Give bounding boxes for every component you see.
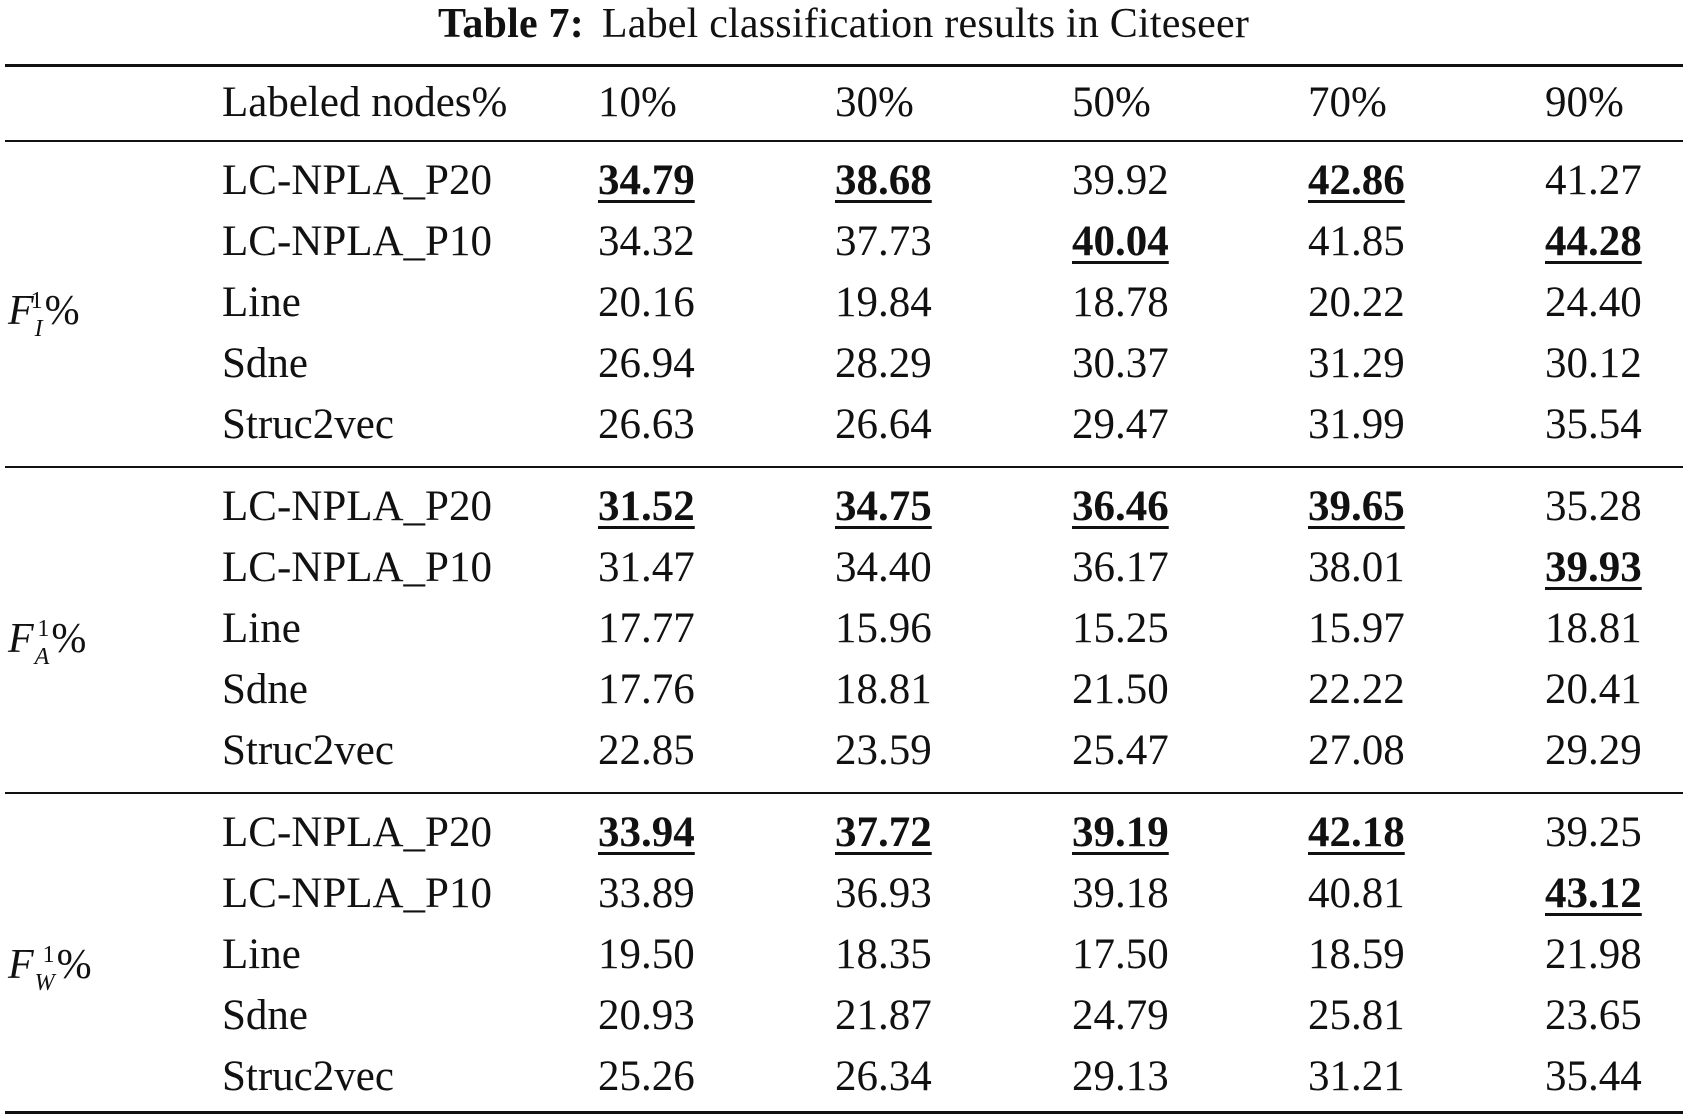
value-cell: 34.75 [835, 483, 932, 530]
value-cell: 26.64 [835, 401, 932, 448]
value-cell: 31.47 [598, 544, 695, 591]
value-cell: 36.17 [1072, 544, 1169, 591]
value-cell: 40.81 [1308, 870, 1405, 917]
value-cell: 42.18 [1308, 809, 1405, 856]
value-cell: 34.79 [598, 157, 695, 204]
header-col-3: 70% [1308, 79, 1387, 126]
value-cell: 41.27 [1545, 157, 1642, 204]
value-cell: 18.81 [1545, 605, 1642, 652]
group-rule-1 [5, 466, 1683, 468]
header-col-2: 50% [1072, 79, 1151, 126]
value-cell: 18.35 [835, 931, 932, 978]
value-cell: 26.94 [598, 340, 695, 387]
metric-percent: % [51, 616, 87, 662]
value-cell: 43.12 [1545, 870, 1642, 917]
value-cell: 21.98 [1545, 931, 1642, 978]
method-name: Line [222, 605, 301, 652]
value-cell: 17.76 [598, 666, 695, 713]
value-cell: 22.22 [1308, 666, 1405, 713]
group-rule-2 [5, 792, 1683, 794]
value-cell: 19.84 [835, 279, 932, 326]
value-cell: 34.32 [598, 218, 695, 265]
value-cell: 39.18 [1072, 870, 1169, 917]
value-cell: 36.93 [835, 870, 932, 917]
metric-base: F [8, 942, 34, 988]
value-cell: 24.40 [1545, 279, 1642, 326]
value-cell: 20.22 [1308, 279, 1405, 326]
header-rule [5, 140, 1683, 142]
caption-text: Label classification results in Citeseer [601, 1, 1250, 47]
value-cell: 26.63 [598, 401, 695, 448]
value-cell: 30.12 [1545, 340, 1642, 387]
metric-subscript: I [34, 316, 43, 342]
metric-subscript: W [34, 970, 55, 996]
value-cell: 35.54 [1545, 401, 1642, 448]
value-cell: 15.96 [835, 605, 932, 652]
metric-superscript: 1 [37, 616, 50, 642]
value-cell: 31.29 [1308, 340, 1405, 387]
value-cell: 29.47 [1072, 401, 1169, 448]
metric-percent: % [44, 288, 80, 334]
method-name: Struc2vec [222, 727, 394, 774]
value-cell: 20.93 [598, 992, 695, 1039]
method-name: LC-NPLA_P10 [222, 218, 492, 265]
table-caption [0, 0, 1687, 48]
value-cell: 19.50 [598, 931, 695, 978]
value-cell: 31.21 [1308, 1053, 1405, 1100]
metric-superscript: 1 [30, 288, 43, 314]
value-cell: 39.92 [1072, 157, 1169, 204]
metric-label [8, 924, 92, 996]
value-cell: 41.85 [1308, 218, 1405, 265]
metric-base: F [8, 616, 34, 662]
value-cell: 27.08 [1308, 727, 1405, 774]
value-cell: 38.01 [1308, 544, 1405, 591]
value-cell: 29.13 [1072, 1053, 1169, 1100]
value-cell: 33.94 [598, 809, 695, 856]
metric-percent: % [56, 942, 92, 988]
method-name: LC-NPLA_P20 [222, 483, 492, 530]
method-name: Sdne [222, 340, 308, 387]
value-cell: 42.86 [1308, 157, 1405, 204]
metric-subscript: A [34, 644, 50, 670]
method-name: LC-NPLA_P10 [222, 544, 492, 591]
header-col-4: 90% [1545, 79, 1624, 126]
value-cell: 21.50 [1072, 666, 1169, 713]
caption-label: Table 7: [437, 1, 584, 47]
value-cell: 18.78 [1072, 279, 1169, 326]
value-cell: 39.19 [1072, 809, 1169, 856]
value-cell: 18.81 [835, 666, 932, 713]
value-cell: 36.46 [1072, 483, 1169, 530]
value-cell: 44.28 [1545, 218, 1642, 265]
metric-superscript: 1 [42, 942, 55, 968]
value-cell: 30.37 [1072, 340, 1169, 387]
method-name: LC-NPLA_P20 [222, 157, 492, 204]
value-cell: 39.93 [1545, 544, 1642, 591]
value-cell: 26.34 [835, 1053, 932, 1100]
value-cell: 28.29 [835, 340, 932, 387]
value-cell: 31.52 [598, 483, 695, 530]
value-cell: 25.81 [1308, 992, 1405, 1039]
value-cell: 34.40 [835, 544, 932, 591]
top-rule [5, 64, 1683, 67]
metric-base: F [8, 288, 34, 334]
value-cell: 17.50 [1072, 931, 1169, 978]
header-col-0: 10% [598, 79, 677, 126]
value-cell: 18.59 [1308, 931, 1405, 978]
method-name: Struc2vec [222, 401, 394, 448]
value-cell: 40.04 [1072, 218, 1169, 265]
method-name: LC-NPLA_P20 [222, 809, 492, 856]
metric-label [8, 598, 87, 670]
value-cell: 17.77 [598, 605, 695, 652]
value-cell: 23.59 [835, 727, 932, 774]
metric-label [8, 270, 80, 342]
value-cell: 31.99 [1308, 401, 1405, 448]
value-cell: 15.25 [1072, 605, 1169, 652]
method-name: Line [222, 279, 301, 326]
value-cell: 15.97 [1308, 605, 1405, 652]
value-cell: 37.73 [835, 218, 932, 265]
value-cell: 33.89 [598, 870, 695, 917]
header-labeled-nodes: Labeled nodes% [222, 79, 508, 126]
value-cell: 23.65 [1545, 992, 1642, 1039]
header-col-1: 30% [835, 79, 914, 126]
value-cell: 20.41 [1545, 666, 1642, 713]
value-cell: 38.68 [835, 157, 932, 204]
bottom-rule [5, 1111, 1683, 1114]
value-cell: 39.25 [1545, 809, 1642, 856]
value-cell: 35.28 [1545, 483, 1642, 530]
value-cell: 22.85 [598, 727, 695, 774]
method-name: Line [222, 931, 301, 978]
value-cell: 35.44 [1545, 1053, 1642, 1100]
value-cell: 37.72 [835, 809, 932, 856]
method-name: Sdne [222, 666, 308, 713]
method-name: LC-NPLA_P10 [222, 870, 492, 917]
method-name: Sdne [222, 992, 308, 1039]
value-cell: 25.47 [1072, 727, 1169, 774]
value-cell: 24.79 [1072, 992, 1169, 1039]
value-cell: 25.26 [598, 1053, 695, 1100]
method-name: Struc2vec [222, 1053, 394, 1100]
value-cell: 20.16 [598, 279, 695, 326]
value-cell: 39.65 [1308, 483, 1405, 530]
value-cell: 21.87 [835, 992, 932, 1039]
value-cell: 29.29 [1545, 727, 1642, 774]
